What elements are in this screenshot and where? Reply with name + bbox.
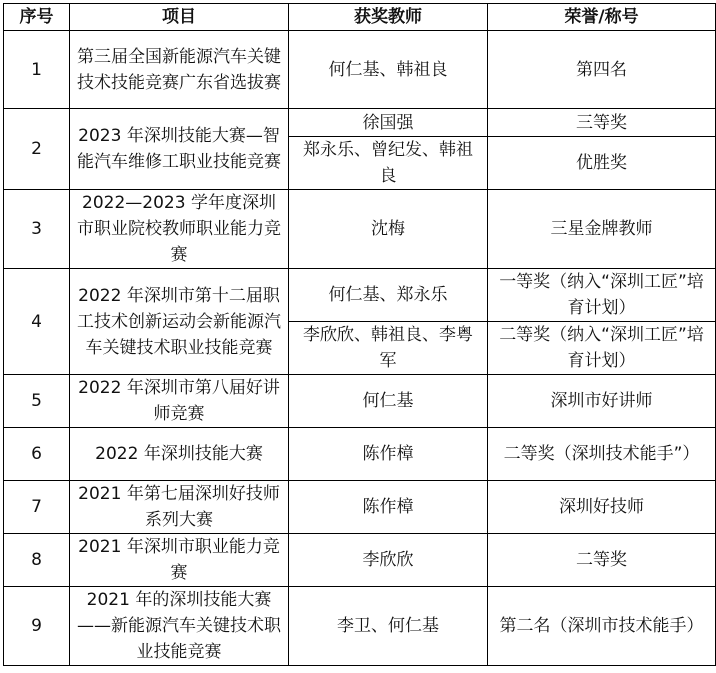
project-cell: 2022 年深圳市第八届好讲师竞赛: [70, 375, 289, 428]
row-number: 7: [4, 481, 70, 534]
row-number: 2: [4, 109, 70, 190]
table-row: [4, 269, 716, 322]
table-row: [4, 190, 716, 269]
table-row: [4, 31, 716, 109]
row-number: 5: [4, 375, 70, 428]
header-teachers: 获奖教师: [289, 4, 488, 31]
teachers-cell: 郑永乐、曾纪发、韩祖良: [289, 137, 488, 190]
table-row: [4, 109, 716, 137]
project-cell: 2022 年深圳技能大赛: [70, 428, 289, 481]
honor-cell: 第二名（深圳市技术能手）: [488, 587, 716, 666]
project-cell: 2021 年深圳市职业能力竞赛: [70, 534, 289, 587]
row-number: 1: [4, 31, 70, 109]
row-number: 9: [4, 587, 70, 666]
project-cell: 2023 年深圳技能大赛—智能汽车维修工职业技能竞赛: [70, 109, 289, 190]
teachers-cell: 何仁基、韩祖良: [289, 31, 488, 109]
project-cell: 2022—2023 学年度深圳市职业院校教师职业能力竞赛: [70, 190, 289, 269]
teachers-cell: 李欣欣: [289, 534, 488, 587]
honor-cell: 一等奖（纳入“深圳工匠”培育计划）: [488, 269, 716, 322]
honor-cell: 深圳市好讲师: [488, 375, 716, 428]
project-cell: 2021 年第七届深圳好技师系列大赛: [70, 481, 289, 534]
teachers-cell: 陈作樟: [289, 481, 488, 534]
table-row: [4, 481, 716, 534]
awards-table: [3, 3, 716, 666]
teachers-cell: 李欣欣、韩祖良、李粤军: [289, 322, 488, 375]
honor-cell: 二等奖（深圳技术能手”）: [488, 428, 716, 481]
teachers-cell: 沈梅: [289, 190, 488, 269]
row-number: 3: [4, 190, 70, 269]
row-number: 4: [4, 269, 70, 375]
table-row: [4, 428, 716, 481]
honor-cell: 第四名: [488, 31, 716, 109]
row-number: 6: [4, 428, 70, 481]
header-project: 项目: [70, 4, 289, 31]
table-row: [4, 534, 716, 587]
row-number: 8: [4, 534, 70, 587]
header-honor: 荣誉/称号: [488, 4, 716, 31]
table-row: [4, 375, 716, 428]
honor-cell: 三等奖: [488, 109, 716, 137]
honor-cell: 三星金牌教师: [488, 190, 716, 269]
project-cell: 2021 年的深圳技能大赛——新能源汽车关键技术职业技能竞赛: [70, 587, 289, 666]
teachers-cell: 李卫、何仁基: [289, 587, 488, 666]
teachers-cell: 徐国强: [289, 109, 488, 137]
honor-cell: 深圳好技师: [488, 481, 716, 534]
teachers-cell: 陈作樟: [289, 428, 488, 481]
table-row: [4, 587, 716, 666]
project-cell: 第三届全国新能源汽车关键技术技能竞赛广东省选拔赛: [70, 31, 289, 109]
teachers-cell: 何仁基、郑永乐: [289, 269, 488, 322]
teachers-cell: 何仁基: [289, 375, 488, 428]
honor-cell: 优胜奖: [488, 137, 716, 190]
project-cell: 2022 年深圳市第十二届职工技术创新运动会新能源汽车关键技术职业技能竞赛: [70, 269, 289, 375]
honor-cell: 二等奖: [488, 534, 716, 587]
table-header-row: [4, 4, 716, 31]
header-number: 序号: [4, 4, 70, 31]
honor-cell: 二等奖（纳入“深圳工匠”培育计划）: [488, 322, 716, 375]
